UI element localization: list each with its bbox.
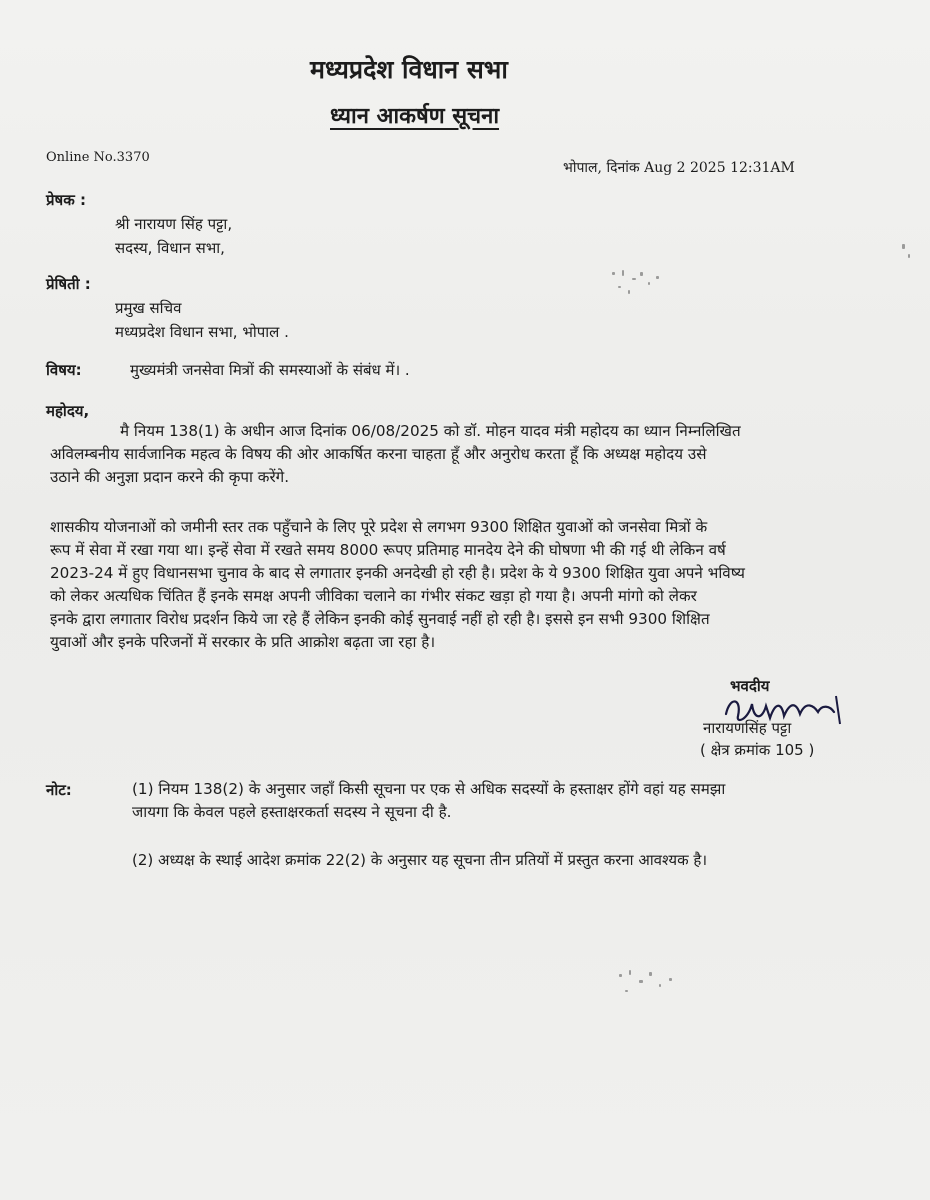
place-date: भोपाल, दिनांक Aug 2 2025 12:31AM: [563, 160, 795, 176]
note-label: नोट:: [46, 781, 72, 799]
paragraph-2-line: इनके द्वारा लगातार विरोध प्रदर्शन किये जा रहे हैं लेकिन इनकी कोई सुनवाई नहीं हो रही है। इससे इन सभी 9300 शिक्षित: [50, 610, 710, 628]
paragraph-2-line: 2023-24 में हुए विधानसभा चुनाव के बाद से लगातार इनकी अनदेखी हो रही है। प्रदेश के ये 9300 शिक्षित युवा अपने भविष्य: [50, 564, 745, 582]
salutation: महोदय,: [46, 402, 90, 420]
subject-label: विषय:: [46, 361, 82, 379]
scan-speckle-top: [610, 268, 670, 298]
assembly-title: मध्यप्रदेश विधान सभा: [310, 55, 508, 84]
paragraph-2-line: शासकीय योजनाओं को जमीनी स्तर तक पहुँचाने के लिए पूरे प्रदेश से लगभग 9300 शिक्षित युवाओं को जनसेवा मित्रों के: [50, 518, 708, 536]
paragraph-2: [50, 516, 830, 654]
recipient-label: प्रेषिती :: [46, 275, 91, 293]
sender-label: प्रेषक :: [46, 191, 86, 209]
paragraph-1-line: उठाने की अनुज्ञा प्रदान करने की कृपा करेंगे.: [50, 468, 290, 486]
note-item-1: [132, 778, 832, 824]
paragraph-2-line: रूप में सेवा में रखा गया था। इन्हें सेवा में रखते समय 8000 रूपए प्रतिमाह मानदेय देने की घोषणा भी की गई थी लेकिन वर्ष: [50, 541, 726, 559]
online-number: Online No.3370: [46, 150, 150, 165]
note-item-1-line: (1) नियम 138(2) के अनुसार जहाँ किसी सूचना पर एक से अधिक सदस्यों के हस्ताक्षर होंगे वहां यह समझा: [132, 780, 726, 798]
recipient-address: मध्यप्रदेश विधान सभा, भोपाल .: [115, 323, 289, 341]
paragraph-1: [50, 420, 825, 489]
scan-speckle-bottom: [615, 968, 685, 1002]
paragraph-2-line: को लेकर अत्यधिक चिंतित हैं इनके समक्ष अपनी जीविका चलाने का गंभीर संकट खड़ा हो गया है। अपनी मांगो को लेकर: [50, 587, 697, 605]
paragraph-2-line: युवाओं और इनके परिजनों में सरकार के प्रति आक्रोश बढ़ता जा रहा है।: [50, 633, 436, 651]
notice-heading: ध्यान आकर्षण सूचना: [330, 104, 500, 129]
signatory-name: नारायणसिंह पट्टा: [703, 719, 792, 737]
sender-designation: सदस्य, विधान सभा,: [115, 239, 225, 257]
paragraph-1-line: मै नियम 138(1) के अधीन आज दिनांक 06/08/2025 को डॉ. मोहन यादव मंत्री महोदय का ध्यान निम्नलिखित: [120, 422, 741, 440]
sender-name: श्री नारायण सिंह पट्टा,: [115, 215, 233, 233]
note-item-2: (2) अध्यक्ष के स्थाई आदेश क्रमांक 22(2) के अनुसार यह सूचना तीन प्रतियों में प्रस्तुत करना आवश्यक है।: [132, 851, 708, 869]
closing-yours: भवदीय: [730, 677, 770, 695]
scan-speckle-edge: [900, 242, 914, 264]
subject-text: मुख्यमंत्री जनसेवा मित्रों की समस्याओं के संबंध में। .: [130, 361, 410, 379]
paragraph-1-line: अविलम्बनीय सार्वजानिक महत्व के विषय की ओर आकर्षित करना चाहता हूँ और अनुरोध करता हूँ कि अध्यक्ष महोदय उसे: [50, 445, 707, 463]
note-item-1-line: जायगा कि केवल पहले हस्ताक्षरकर्ता सदस्य ने सूचना दी है.: [132, 803, 452, 821]
constituency-number: ( क्षेत्र क्रमांक 105 ): [700, 741, 815, 759]
recipient-name: प्रमुख सचिव: [115, 299, 182, 317]
